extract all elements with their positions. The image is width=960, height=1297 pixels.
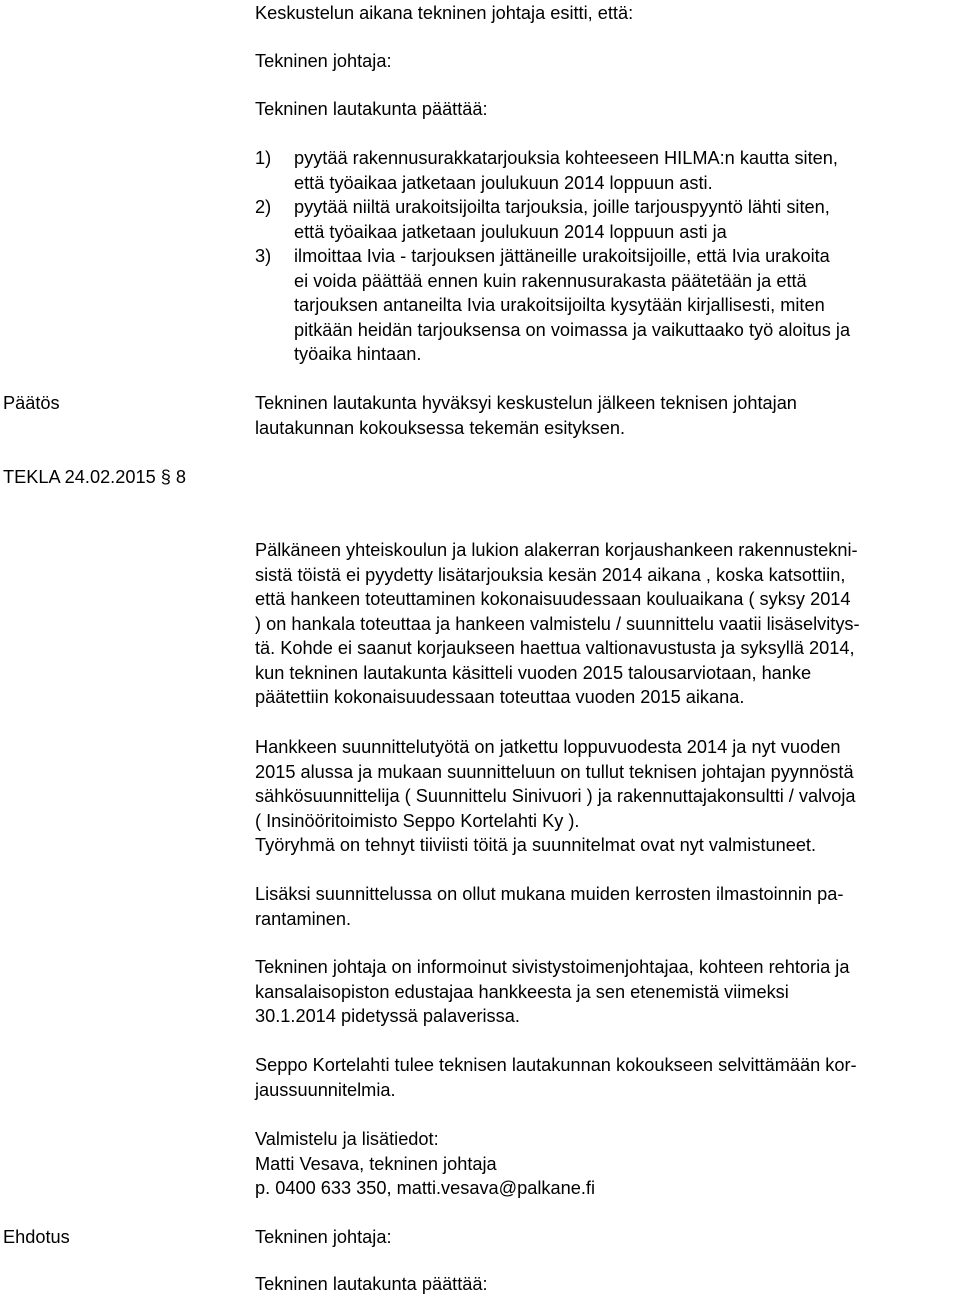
discussion-intro: Keskustelun aikana tekninen johtaja esitti, että:: [255, 3, 634, 23]
paragraph-informed: Tekninen johtaja on informoinut sivistystoimenjohtajaa, kohteen rehtoria ja kansalaisopiston edustajaa hankkeesta ja sen etenemistä viimeksi 30.1.2014 pidetyssä palaverissa.: [255, 957, 850, 1026]
section-reference: TEKLA 24.02.2015 § 8: [3, 467, 187, 487]
contact-info: [255, 1127, 955, 1201]
item-number: 2): [255, 197, 272, 217]
contact-heading: Valmistelu ja lisätiedot:: [255, 1129, 439, 1149]
contact-name: Matti Vesava, tekninen johtaja: [255, 1153, 497, 1174]
paatos-text: Tekninen lautakunta hyväksyi keskustelun jälkeen teknisen johtajan lautakunnan kokouksessa tekemän esityksen.: [255, 393, 797, 438]
paragraph-design-work: Hankkeen suunnittelutyötä on jatkettu loppuvuodesta 2014 ja nyt vuoden 2015 alussa ja mukaan suunnitteluun on tullut teknisen johtajan pyynnöstä sähkösuunnittelija ( Suunnittelu Sinivuori ) ja rakennuttajakonsultti / valvoja ( Insinööritoimisto Seppo Kortelahti Ky ). Työryhmä on tehnyt tiiviisti töitä ja suunnitelmat ovat nyt valmistuneet.: [255, 737, 856, 855]
board-decides-label: Tekninen lautakunta päättää:: [255, 99, 488, 119]
paatos-label: Päätös: [3, 393, 60, 413]
paragraph-background: Pälkäneen yhteiskoulun ja lukion alakerran korjaushankeen rakennustekni- sistä töistä ei pyydetty lisätarjouksia kesän 2014 aikana , koska katsottiin, että hankeen toteuttaminen kokonaisuudessaan kouluaikana ( syksy 2014 ) on hankala toteuttaa ja hankeen valmistelu / suunnittelu vaatii lisäselvitys- tä. Kohde ei saanut korjaukseen haettua valtionavustusta ja syksyllä 2014, kun tekninen lautakunta käsitteli vuoden 2015 talousarviotaan, hanke päätettiin kokonaisuudessaan toteuttaa vuoden 2015 aikana.: [255, 540, 860, 707]
ehdotus-label: Ehdotus: [3, 1227, 70, 1247]
director-label: Tekninen johtaja:: [255, 51, 392, 71]
item-number: 1): [255, 148, 272, 168]
ehdotus-director-label: Tekninen johtaja:: [255, 1227, 392, 1247]
contact-phone-email: p. 0400 633 350, matti.vesava@palkane.fi: [255, 1178, 595, 1198]
ehdotus-board-decides-label: Tekninen lautakunta päättää:: [255, 1274, 488, 1294]
item-number: 3): [255, 246, 272, 266]
paragraph-ventilation: Lisäksi suunnittelussa on ollut mukana muiden kerrosten ilmastoinnin pa- rantaminen.: [255, 884, 844, 929]
paragraph-meeting: Seppo Kortelahti tulee teknisen lautakunnan kokoukseen selvittämään kor- jaussuunnitelmia.: [255, 1055, 857, 1100]
